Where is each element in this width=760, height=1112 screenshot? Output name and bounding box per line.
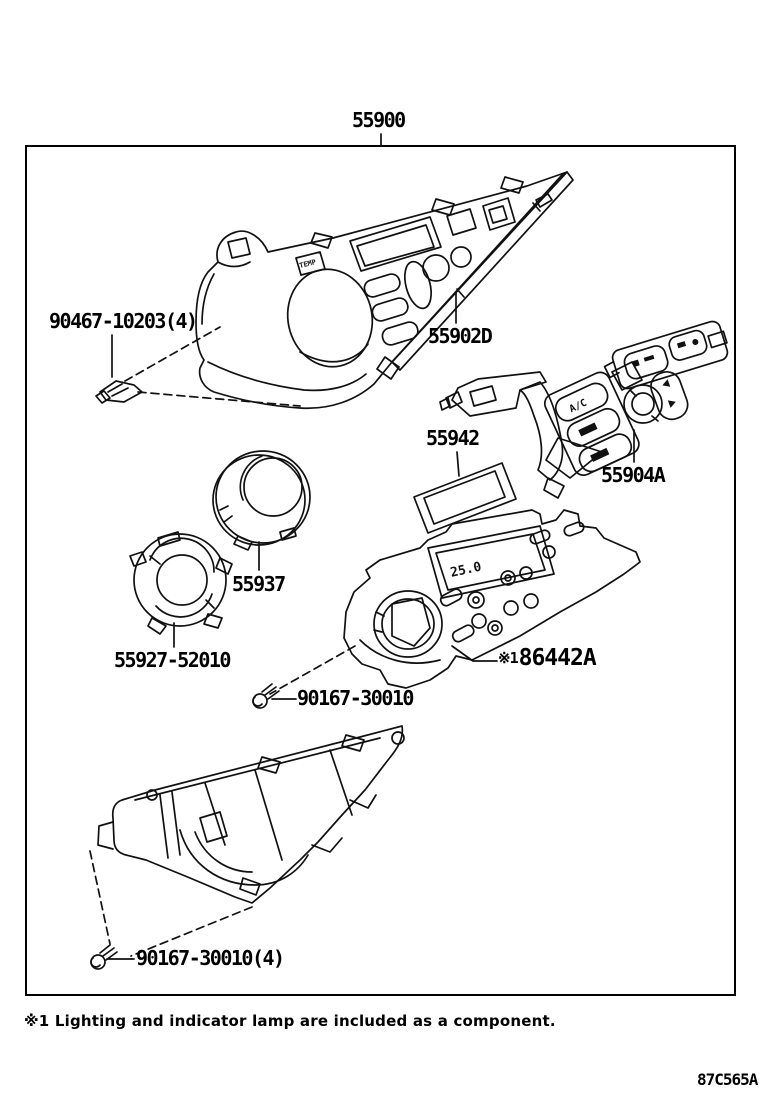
title-part-number: 55900 bbox=[352, 108, 405, 132]
faceplate-temp-label: TEMP bbox=[298, 258, 317, 270]
label-screw: 90167-30010 bbox=[297, 686, 413, 710]
screw-drawing bbox=[91, 684, 279, 969]
label-switch-assembly: 55904A bbox=[601, 463, 665, 487]
switch-assembly-drawing bbox=[542, 319, 732, 479]
control-display-value: 25.0 bbox=[449, 559, 483, 581]
label-lens: 55942 bbox=[426, 426, 479, 450]
dashed-lines bbox=[90, 327, 355, 956]
label-clip: 90467-10203(4) bbox=[49, 309, 197, 333]
label-faceplate: 55902D bbox=[428, 324, 492, 348]
control-unit-note-marker: ※1 bbox=[498, 649, 518, 667]
footnote: ※1 Lighting and indicator lamp are included as a component. bbox=[24, 1012, 556, 1030]
control-unit-number: 86442A bbox=[518, 645, 596, 671]
label-ring: 55937 bbox=[232, 572, 285, 596]
ring-drawing bbox=[213, 451, 310, 550]
label-control-unit bbox=[498, 645, 596, 671]
leader-lines bbox=[107, 134, 634, 959]
doc-code: 87C565A bbox=[697, 1070, 758, 1089]
faceplate-drawing bbox=[196, 172, 573, 408]
retainer-drawing bbox=[130, 532, 232, 634]
clip-drawing bbox=[96, 381, 142, 403]
ac-button-label: A/C bbox=[567, 397, 589, 416]
label-screws4: 90167-30010(4) bbox=[136, 946, 284, 970]
housing-drawing bbox=[98, 726, 404, 903]
label-retainer: 55927-52010 bbox=[114, 648, 230, 672]
